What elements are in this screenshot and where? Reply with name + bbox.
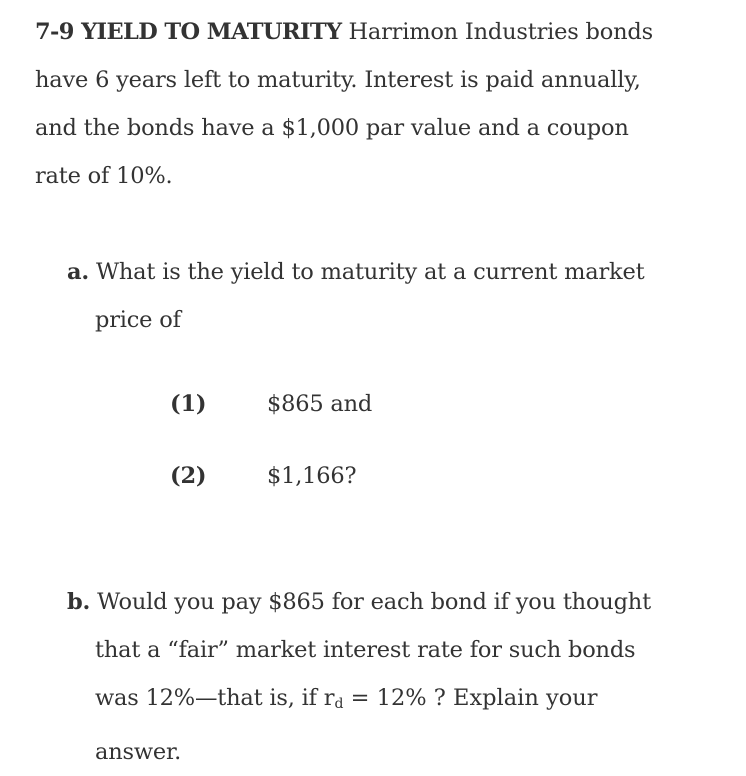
part-b-line-1-text: Would you pay $865 for each bond if you thought xyxy=(90,589,651,615)
rd-letter: r xyxy=(323,685,335,711)
part-b-line-4: answer. xyxy=(95,739,182,765)
problem-line-4: rate of 10%. xyxy=(35,163,173,189)
subitem-number: (2) xyxy=(170,463,207,489)
part-a-subitem-2 xyxy=(170,452,356,500)
subitem-text: $865 and xyxy=(267,391,373,417)
part-a-subitem-1 xyxy=(170,380,372,428)
part-a-line-2: price of xyxy=(95,307,181,333)
part-a-marker: a. xyxy=(67,259,90,285)
part-b xyxy=(67,578,717,776)
problem-statement xyxy=(35,8,735,200)
part-a-line-1 xyxy=(67,248,717,296)
part-a-line-1-text: What is the yield to maturity at a current market xyxy=(89,259,645,285)
problem-heading: 7-9 YIELD TO MATURITY xyxy=(35,19,342,45)
problem-line-1 xyxy=(35,8,735,56)
problem-line-2: have 6 years left to maturity. Interest is paid annually, xyxy=(35,67,641,93)
part-b-marker: b. xyxy=(67,589,91,615)
part-a xyxy=(67,248,717,344)
part-b-line-2: that a “fair” market interest rate for such bonds xyxy=(95,637,636,663)
problem-line-1-text: Harrimon Industries bonds xyxy=(341,19,653,45)
rd-subscript: d xyxy=(334,696,344,712)
part-b-line-3-eq: = 12% ? Explain your xyxy=(343,685,598,711)
part-b-line-3 xyxy=(67,674,717,728)
problem-line-3: and the bonds have a $1,000 par value and a coupon xyxy=(35,115,629,141)
part-b-line-1 xyxy=(67,578,717,626)
subitem-text: $1,166? xyxy=(267,463,357,489)
subitem-number: (1) xyxy=(170,391,207,417)
rd-symbol xyxy=(324,685,344,711)
part-b-line-3-pre: was 12%—that is, if xyxy=(95,685,324,711)
